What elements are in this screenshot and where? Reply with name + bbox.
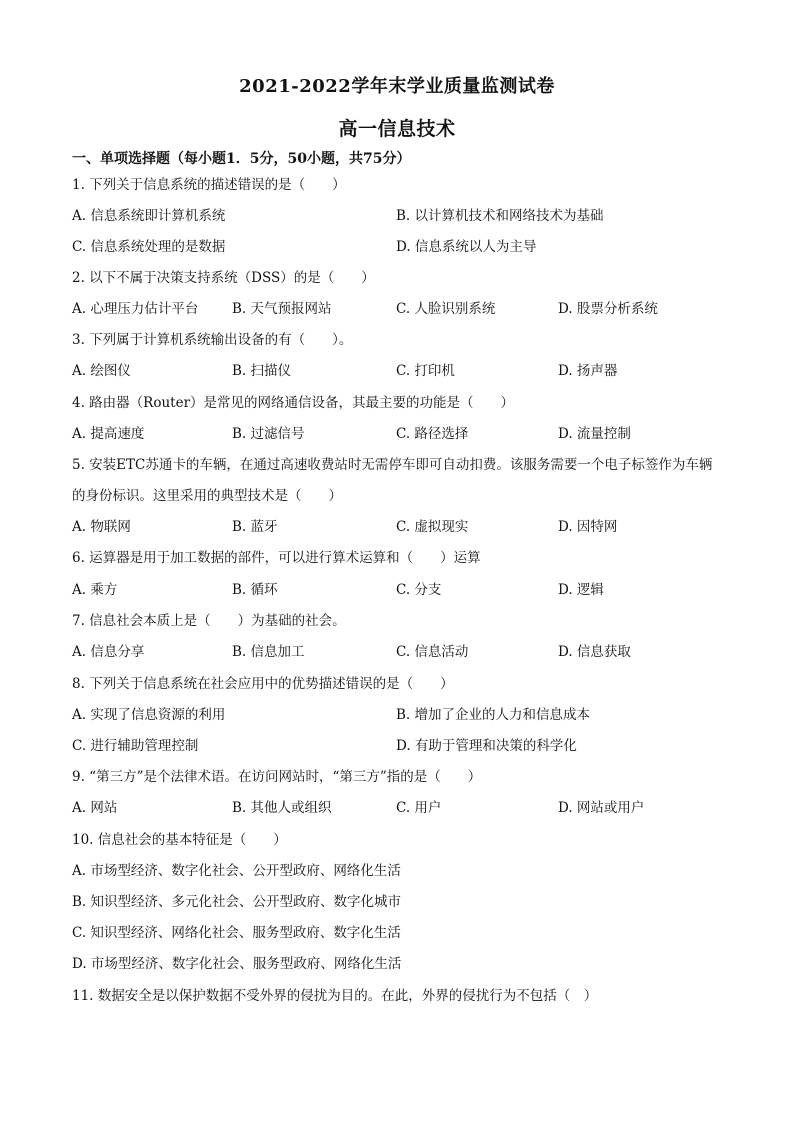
question-9-options xyxy=(72,798,722,818)
question-7-options xyxy=(72,642,722,662)
option-b: B. 以计算机技术和网络技术为基础 xyxy=(396,208,604,224)
option-b: B. 过滤信号 xyxy=(232,426,305,442)
option-c: C. 分支 xyxy=(396,582,442,598)
option-b: B. 其他人或组织 xyxy=(232,800,332,816)
option-b: B. 知识型经济、多元化社会、公开型政府、数字化城市 xyxy=(72,894,402,910)
question-8-stem: 8. 下列关于信息系统在社会应用中的优势描述错误的是（ ） xyxy=(72,676,454,692)
option-a: A. 绘图仪 xyxy=(72,363,131,379)
option-a: A. 提高速度 xyxy=(72,426,145,442)
option-c: C. 信息活动 xyxy=(396,644,469,660)
question-8-options xyxy=(72,705,722,725)
option-b: B. 信息加工 xyxy=(232,644,305,660)
option-d: D. 股票分析系统 xyxy=(558,301,658,317)
option-d: D. 扬声器 xyxy=(558,363,618,379)
option-a: A. 信息系统即计算机系统 xyxy=(72,208,226,224)
option-a: A. 实现了信息资源的利用 xyxy=(72,707,226,723)
question-4-options xyxy=(72,424,722,444)
question-9-stem: 9. “第三方”是个法律术语。在访问网站时，“第三方”指的是（ ） xyxy=(72,769,482,785)
question-1-options xyxy=(72,206,722,226)
question-7-stem: 7. 信息社会本质上是（ ）为基础的社会。 xyxy=(72,613,346,629)
option-d: D. 流量控制 xyxy=(558,426,631,442)
question-6-stem: 6. 运算器是用于加工数据的部件，可以进行算术运算和（ ）运算 xyxy=(72,550,481,566)
question-8-options-2 xyxy=(72,736,722,756)
option-c: C. 打印机 xyxy=(396,363,455,379)
exam-subtitle: 高一信息技术 xyxy=(338,118,456,140)
question-3-stem: 3. 下列属于计算机系统输出设备的有（ ）。 xyxy=(72,332,353,348)
option-c: C. 用户 xyxy=(396,800,442,816)
option-b: B. 天气预报网站 xyxy=(232,301,332,317)
question-5-options xyxy=(72,517,722,537)
question-4-stem: 4. 路由器（Router）是常见的网络通信设备，其最主要的功能是（ ） xyxy=(72,395,515,411)
question-6-options xyxy=(72,580,722,600)
option-d: D. 网站或用户 xyxy=(558,800,645,816)
option-a: A. 市场型经济、数字化社会、公开型政府、网络化生活 xyxy=(72,863,401,879)
question-10-option-d xyxy=(72,954,722,974)
option-d: D. 信息获取 xyxy=(558,644,631,660)
section-heading: 一、单项选择题（每小题1．5分，50小题，共75分） xyxy=(72,151,411,167)
option-c: C. 进行辅助管理控制 xyxy=(72,738,199,754)
option-b: B. 蓝牙 xyxy=(232,519,278,535)
option-d: D. 信息系统以人为主导 xyxy=(396,239,537,255)
option-c: C. 虚拟现实 xyxy=(396,519,469,535)
question-2-stem: 2. 以下不属于决策支持系统（DSS）的是（ ） xyxy=(72,270,375,286)
question-2-options xyxy=(72,299,722,319)
question-1-options-2 xyxy=(72,237,722,257)
option-d: D. 因特网 xyxy=(558,519,618,535)
option-a: A. 物联网 xyxy=(72,519,131,535)
option-d: D. 有助于管理和决策的科学化 xyxy=(396,738,577,754)
question-10-stem: 10. 信息社会的基本特征是（ ） xyxy=(72,832,287,848)
option-c: C. 信息系统处理的是数据 xyxy=(72,239,226,255)
question-5-stem: 5. 安装ETC苏通卡的车辆，在通过高速收费站时无需停车即可自动扣费。该服务需要一个电子标签作为车辆的身份标识。这里采用的典型技术是（ ） xyxy=(72,457,713,504)
question-3-options xyxy=(72,361,722,381)
question-10-option-c xyxy=(72,923,722,943)
option-c: C. 知识型经济、网络化社会、服务型政府、数字化生活 xyxy=(72,925,401,941)
option-c: C. 路径选择 xyxy=(396,426,469,442)
option-a: A. 乘方 xyxy=(72,582,118,598)
option-b: B. 增加了企业的人力和信息成本 xyxy=(396,707,591,723)
option-d: D. 市场型经济、数字化社会、服务型政府、网络化生活 xyxy=(72,956,402,972)
question-11-stem: 11. 数据安全是以保护数据不受外界的侵扰为目的。在此，外界的侵扰行为不包括（ ） xyxy=(72,988,598,1004)
option-a: A. 心理压力估计平台 xyxy=(72,301,199,317)
option-b: B. 扫描仪 xyxy=(232,363,292,379)
exam-title: 2021-2022学年末学业质量监测试卷 xyxy=(239,76,555,97)
question-1-stem: 1. 下列关于信息系统的描述错误的是（ ） xyxy=(72,177,346,193)
option-a: A. 信息分享 xyxy=(72,644,145,660)
option-b: B. 循环 xyxy=(232,582,278,598)
question-10-option-a xyxy=(72,861,722,881)
option-a: A. 网站 xyxy=(72,800,118,816)
option-c: C. 人脸识别系统 xyxy=(396,301,496,317)
question-10-option-b xyxy=(72,892,722,912)
option-d: D. 逻辑 xyxy=(558,582,604,598)
